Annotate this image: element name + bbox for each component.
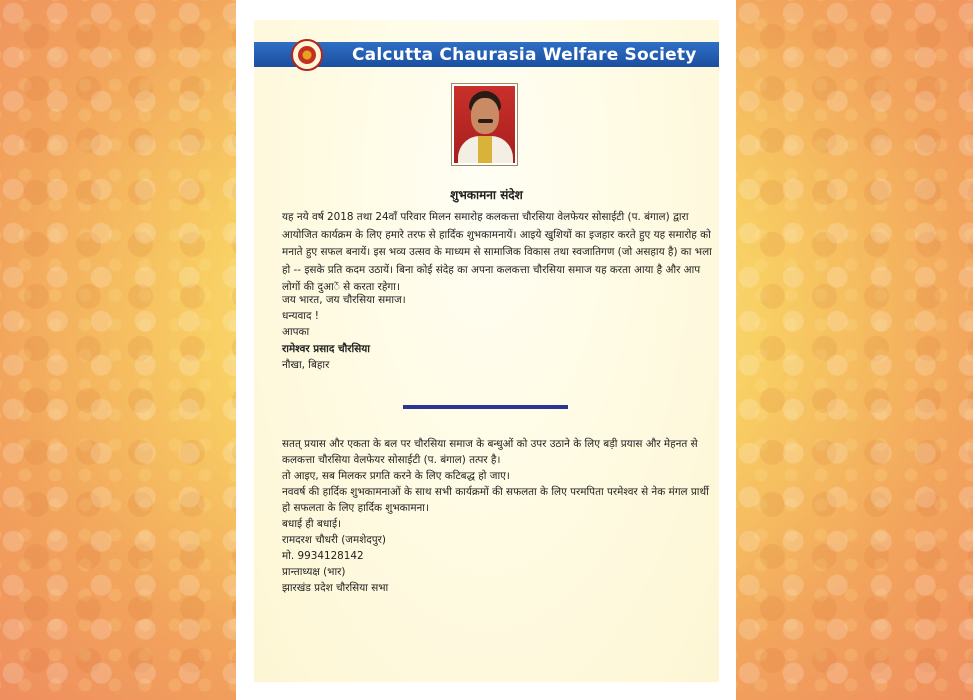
closing-text: आपका (282, 326, 310, 339)
slogan-text: जय भारत, जय चौरसिया समाज। (282, 294, 406, 306)
message-signoff (282, 292, 712, 373)
sender-name: रामेश्वर प्रसाद चौरसिया (282, 342, 370, 355)
section-divider (403, 405, 568, 409)
second-message-line: तो आइए, सब मिलकर प्रगति करने के लिए कटिबद्ध हो जाए। (282, 470, 510, 482)
organization-text: झारखंड प्रदेश चौरसिया सभा (282, 582, 389, 594)
page (236, 0, 736, 700)
decorative-pattern-left (0, 0, 236, 700)
second-message-wish: नववर्ष की हार्दिक शुभकामनाओं के साथ सभी कार्यक्रमों की सफलता के लिए परमपिता परमेश्वर से नेक मंगल प्रार्थी हो सफलता के लिए हार्दिक शुभकामना। (282, 486, 709, 514)
designation-text: प्रान्ताध्यक्ष (भार) (282, 566, 346, 578)
second-message-para: सतत् प्रयास और एकता के बल पर चौरसिया समाज के बन्धुओं को उपर उठाने के लिए बड़ी प्रयास और मेहनत से कलकत्ता चौरसिया वेलफेयर सोसाईटी (प. बंगाल) तत्पर है। (282, 438, 698, 466)
message-heading: शुभकामना संदेश (450, 188, 523, 202)
phone-number: मो. 9934128142 (282, 550, 364, 562)
sender-photo (451, 83, 518, 166)
message-body: यह नये वर्ष 2018 तथा 24वाँ परिवार मिलन समारोह कलकत्ता चौरसिया वेलफेयर सोसाईटी (प. बंगाल) द्वारा आयोजित कार्यक्रम के लिए हमारे तरफ से हार्दिक शुभकामनायें। आइये खुशियों का इजहार करते हुए यह समारोह को मनाते हुए सफल बनायें। इस भव्य उत्सव के माध्यम से सामाजिक विकास तथा स्वजातिगण (जो असहाय है) का भला हो -- इसके प्रति कदम उठायें। बिना कोई संदेह का अपना कलकत्ता चौरसिया समाज यह करता आया है और आप लोगों की दुआें से करता रहेगा। (282, 211, 712, 293)
greeting-text: बधाई ही बधाई। (282, 518, 341, 530)
banner-title: Calcutta Chaurasia Welfare Society (352, 45, 697, 65)
second-message-signoff (282, 516, 712, 596)
decorative-pattern-right (736, 0, 973, 700)
second-message-body (282, 436, 718, 516)
society-banner (254, 42, 719, 67)
second-sender-name: रामदरश चौधरी (जमशेदपुर) (282, 534, 386, 546)
thanks-text: धन्यवाद ! (282, 310, 319, 323)
message-card (254, 20, 719, 682)
society-logo-icon (291, 39, 323, 71)
sender-place: नौखा, बिहार (282, 358, 330, 371)
